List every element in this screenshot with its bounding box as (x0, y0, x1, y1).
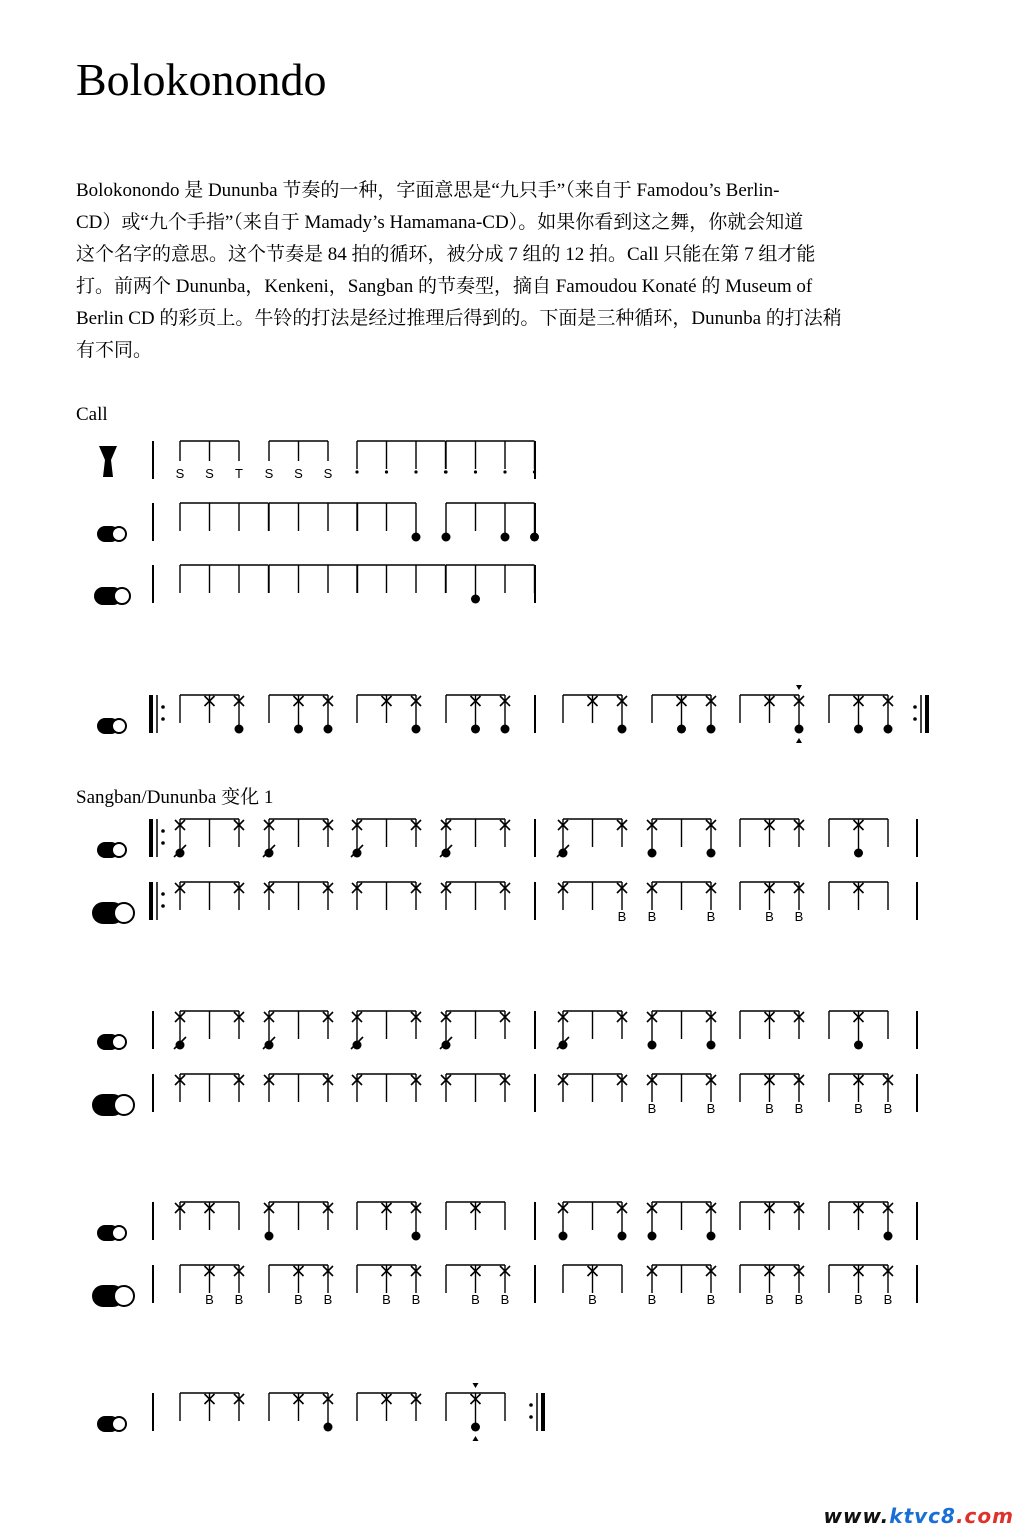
closed-stroke-dot (265, 849, 274, 858)
bass-label: B (588, 1292, 597, 1307)
page-title: Bolokonondo (76, 54, 327, 105)
tone-label: T (235, 466, 243, 481)
bass-label: B (294, 1292, 303, 1307)
repeat-dot (529, 1403, 533, 1407)
closed-stroke-dot (559, 1041, 568, 1050)
section-label-variation: Sangban/Dununba 变化 1 (76, 787, 274, 808)
bass-label: B (647, 1292, 657, 1307)
bass-label: B (647, 1101, 657, 1116)
dununba-icon (92, 1094, 134, 1116)
closed-stroke-dot (471, 725, 480, 734)
closed-stroke-dot (294, 725, 303, 734)
closed-stroke-dot (412, 1232, 421, 1241)
kenkeni-icon (97, 1225, 126, 1241)
intro-line: Berlin CD 的彩页上。牛铃的打法是经过推理后得到的。下面是三种循环，Dununba 的打法稍 (76, 308, 842, 329)
repeat-dot (529, 1415, 533, 1419)
rest-dot (474, 470, 477, 473)
closed-stroke-dot (265, 1041, 274, 1050)
slap-label: S (264, 466, 274, 481)
slap-label: S (323, 466, 333, 481)
repeat-dot (161, 841, 165, 845)
closed-stroke-dot (884, 1232, 893, 1241)
kenkeni-icon (97, 842, 126, 858)
closed-stroke-dot (324, 1423, 333, 1432)
bass-label: B (883, 1292, 893, 1307)
repeat-dot (913, 705, 917, 709)
kenkeni-icon (97, 718, 126, 734)
intro-line: 这个名字的意思。这个节奏是 84 拍的循环，被分成 7 组的 12 拍。Call 只能在第 7 组才能 (76, 244, 816, 265)
bass-label: B (854, 1292, 863, 1307)
repeat-dot (161, 829, 165, 833)
rest-dot (414, 470, 417, 473)
closed-stroke-dot (648, 849, 657, 858)
section-label-call: Call (76, 404, 108, 425)
closed-stroke-dot (176, 1041, 185, 1050)
drum-head (112, 1417, 126, 1431)
bass-label: B (205, 1292, 214, 1307)
repeat-dot (161, 904, 165, 908)
drum-head (112, 1226, 126, 1240)
closed-stroke-dot (559, 849, 568, 858)
closed-stroke-dot (559, 1232, 568, 1241)
drum-head (114, 588, 130, 604)
rest-dot (385, 470, 388, 473)
site-watermark (824, 1504, 1014, 1528)
bass-label: B (794, 909, 804, 924)
closed-stroke-dot (530, 533, 539, 542)
dununba-icon (92, 902, 134, 924)
watermark-part: .com (955, 1504, 1014, 1528)
bass-label: B (411, 1292, 421, 1307)
slap-label: S (205, 466, 214, 481)
closed-stroke-dot (884, 725, 893, 734)
closed-stroke-dot (471, 595, 480, 604)
closed-stroke-dot (176, 849, 185, 858)
closed-stroke-dot (324, 725, 333, 734)
closed-stroke-dot (707, 849, 716, 858)
intro-line: Bolokonondo 是 Dununba 节奏的一种，字面意思是“九只手”（来自于 Famodou’s Berlin- (76, 180, 780, 201)
closed-stroke-dot (442, 849, 451, 858)
bass-label: B (883, 1101, 893, 1116)
closed-stroke-dot (648, 1041, 657, 1050)
repeat-dot (161, 705, 165, 709)
bass-label: B (500, 1292, 510, 1307)
closed-stroke-dot (707, 1041, 716, 1050)
bass-label: B (765, 1101, 774, 1116)
closed-stroke-dot (677, 725, 686, 734)
closed-stroke-dot (648, 1232, 657, 1241)
closed-stroke-dot (501, 533, 510, 542)
closed-stroke-dot (442, 1041, 451, 1050)
bass-label: B (765, 1292, 774, 1307)
bass-label: B (794, 1101, 804, 1116)
closed-stroke-dot (854, 1041, 863, 1050)
rest-dot (503, 470, 506, 473)
closed-stroke-dot (795, 725, 804, 734)
rest-dot (444, 470, 447, 473)
kenkeni-icon (97, 1416, 126, 1432)
djembe-body (99, 446, 117, 477)
bass-label: B (234, 1292, 244, 1307)
bass-label: B (382, 1292, 391, 1307)
kenkeni-icon (97, 526, 126, 542)
intro-line: CD）或“九个手指”（来自于 Mamady’s Hamamana-CD）。如果你看到这之舞，你就会知道 (76, 212, 804, 233)
accent-top (796, 685, 802, 690)
djembe-icon (99, 446, 117, 477)
closed-stroke-dot (353, 849, 362, 858)
accent-bottom (473, 1436, 479, 1441)
dununba-icon (92, 1285, 134, 1307)
rest-dot (533, 470, 536, 473)
intro-line: 有不同。 (76, 340, 153, 361)
closed-stroke-dot (618, 725, 627, 734)
closed-stroke-dot (618, 1232, 627, 1241)
bass-label: B (706, 909, 716, 924)
closed-stroke-dot (471, 1423, 480, 1432)
bass-label: B (706, 1292, 716, 1307)
closed-stroke-dot (442, 533, 451, 542)
drum-head (112, 843, 126, 857)
bass-label: B (706, 1101, 716, 1116)
sangban-icon (94, 587, 130, 605)
bass-label: B (471, 1292, 480, 1307)
watermark-part: www. (823, 1504, 890, 1528)
bass-label: B (854, 1101, 863, 1116)
watermark-part: ktvc8 (889, 1504, 956, 1528)
closed-stroke-dot (854, 849, 863, 858)
closed-stroke-dot (412, 533, 421, 542)
drum-head (112, 527, 126, 541)
slap-label: S (294, 466, 303, 481)
bass-label: B (323, 1292, 333, 1307)
drum-head (112, 719, 126, 733)
drum-head (114, 1095, 134, 1115)
closed-stroke-dot (235, 725, 244, 734)
closed-stroke-dot (707, 725, 716, 734)
slap-label: S (175, 466, 185, 481)
drum-head (114, 903, 134, 923)
closed-stroke-dot (412, 725, 421, 734)
closed-stroke-dot (854, 725, 863, 734)
closed-stroke-dot (265, 1232, 274, 1241)
bass-label: B (794, 1292, 804, 1307)
kenkeni-icon (97, 1034, 126, 1050)
bass-label: B (647, 909, 657, 924)
drum-head (112, 1035, 126, 1049)
closed-stroke-dot (501, 725, 510, 734)
accent-top (473, 1383, 479, 1388)
repeat-dot (913, 717, 917, 721)
accent-bottom (796, 738, 802, 743)
closed-stroke-dot (707, 1232, 716, 1241)
drum-head (114, 1286, 134, 1306)
closed-stroke-dot (353, 1041, 362, 1050)
intro-line: 打。前两个 Dununba，Kenkeni，Sangban 的节奏型，摘自 Famoudou Konaté 的 Museum of (76, 276, 813, 297)
repeat-dot (161, 717, 165, 721)
bass-label: B (617, 909, 627, 924)
rest-dot (355, 470, 358, 473)
repeat-dot (161, 892, 165, 896)
bass-label: B (765, 909, 774, 924)
